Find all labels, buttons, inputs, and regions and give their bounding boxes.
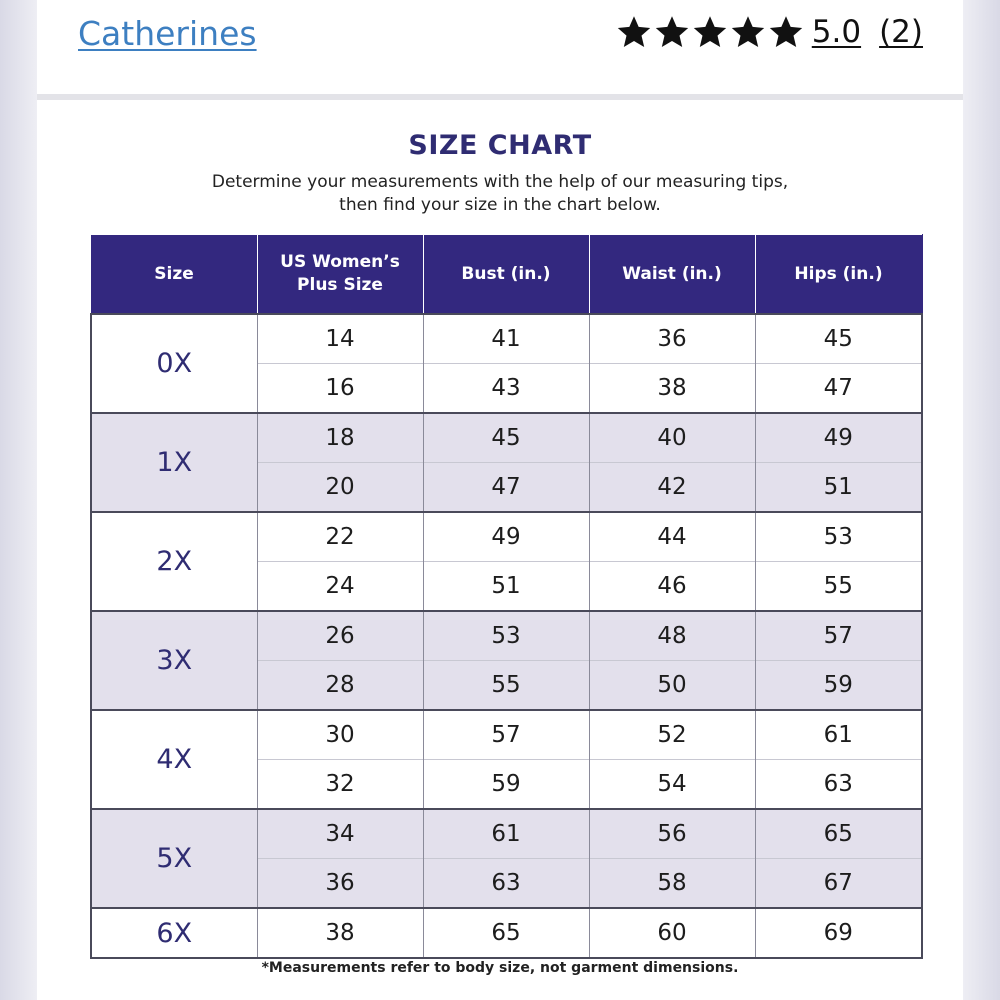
measurement-cell: 24 (257, 562, 423, 612)
size-label-cell: 3X (91, 611, 257, 710)
measurement-cell: 55 (423, 661, 589, 711)
measurement-cell: 57 (423, 710, 589, 760)
column-header-bust: Bust (in.) (423, 235, 589, 315)
table-row (91, 512, 922, 562)
measurement-cell: 38 (589, 364, 755, 414)
measurement-cell: 30 (257, 710, 423, 760)
subtitle-line-1: Determine your measurements with the help of our measuring tips, (211, 172, 789, 192)
measurement-cell: 42 (589, 463, 755, 513)
measurement-cell: 63 (755, 760, 922, 810)
measurement-cell: 38 (257, 908, 423, 958)
measurement-cell: 28 (257, 661, 423, 711)
table-header-row (91, 235, 922, 315)
star-icon (768, 14, 804, 50)
table-row (91, 413, 922, 463)
measurement-cell: 34 (257, 809, 423, 859)
measurement-cell: 48 (589, 611, 755, 661)
measurement-cell: 58 (589, 859, 755, 909)
measurement-cell: 47 (423, 463, 589, 513)
size-chart-subtitle (37, 171, 963, 217)
right-backdrop (963, 0, 1000, 1000)
measurement-cell: 22 (257, 512, 423, 562)
size-label-cell: 2X (91, 512, 257, 611)
measurement-cell: 36 (257, 859, 423, 909)
measurement-cell: 57 (755, 611, 922, 661)
measurement-cell: 55 (755, 562, 922, 612)
measurement-cell: 65 (423, 908, 589, 958)
size-table (90, 234, 923, 959)
column-header-hips: Hips (in.) (755, 235, 922, 315)
table-row (91, 908, 922, 958)
column-header-waist: Waist (in.) (589, 235, 755, 315)
review-count-link[interactable]: (2) (879, 14, 923, 50)
size-label-cell: 6X (91, 908, 257, 958)
size-label-cell: 5X (91, 809, 257, 908)
measurement-cell: 26 (257, 611, 423, 661)
star-icon (654, 14, 690, 50)
measurement-cell: 50 (589, 661, 755, 711)
measurement-cell: 18 (257, 413, 423, 463)
measurement-cell: 69 (755, 908, 922, 958)
measurement-cell: 52 (589, 710, 755, 760)
measurement-cell: 60 (589, 908, 755, 958)
measurement-cell: 53 (755, 512, 922, 562)
star-icon (616, 14, 652, 50)
product-header (37, 0, 963, 94)
measurement-cell: 16 (257, 364, 423, 414)
size-chart-footnote: *Measurements refer to body size, not garment dimensions. (261, 960, 739, 976)
measurement-cell: 46 (589, 562, 755, 612)
table-row (91, 809, 922, 859)
table-row (91, 314, 922, 364)
measurement-cell: 67 (755, 859, 922, 909)
measurement-cell: 61 (755, 710, 922, 760)
product-page (37, 0, 963, 1000)
measurement-cell: 49 (423, 512, 589, 562)
measurement-cell: 51 (423, 562, 589, 612)
brand-link[interactable]: Catherines (78, 14, 257, 53)
measurement-cell: 59 (755, 661, 922, 711)
size-chart-image (37, 100, 963, 1000)
measurement-cell: 43 (423, 364, 589, 414)
measurement-cell: 20 (257, 463, 423, 513)
measurement-cell: 51 (755, 463, 922, 513)
rating-summary[interactable] (616, 10, 923, 54)
measurement-cell: 47 (755, 364, 922, 414)
size-label-cell: 4X (91, 710, 257, 809)
column-header-size: Size (91, 235, 257, 315)
star-icon (692, 14, 728, 50)
measurement-cell: 56 (589, 809, 755, 859)
measurement-cell: 14 (257, 314, 423, 364)
measurement-cell: 32 (257, 760, 423, 810)
measurement-cell: 61 (423, 809, 589, 859)
measurement-cell: 54 (589, 760, 755, 810)
star-icon (730, 14, 766, 50)
size-chart-title: SIZE CHART (408, 130, 592, 161)
star-rating (616, 14, 804, 50)
measurement-cell: 45 (423, 413, 589, 463)
measurement-cell: 36 (589, 314, 755, 364)
column-header-us-size: US Women’s Plus Size (257, 235, 423, 315)
measurement-cell: 65 (755, 809, 922, 859)
measurement-cell: 53 (423, 611, 589, 661)
size-label-cell: 0X (91, 314, 257, 413)
table-row (91, 710, 922, 760)
rating-value[interactable]: 5.0 (811, 14, 862, 50)
measurement-cell: 59 (423, 760, 589, 810)
subtitle-line-2: then find your size in the chart below. (339, 195, 661, 215)
measurement-cell: 63 (423, 859, 589, 909)
left-backdrop (0, 0, 37, 1000)
table-row (91, 611, 922, 661)
measurement-cell: 41 (423, 314, 589, 364)
measurement-cell: 49 (755, 413, 922, 463)
size-label-cell: 1X (91, 413, 257, 512)
measurement-cell: 44 (589, 512, 755, 562)
measurement-cell: 45 (755, 314, 922, 364)
measurement-cell: 40 (589, 413, 755, 463)
